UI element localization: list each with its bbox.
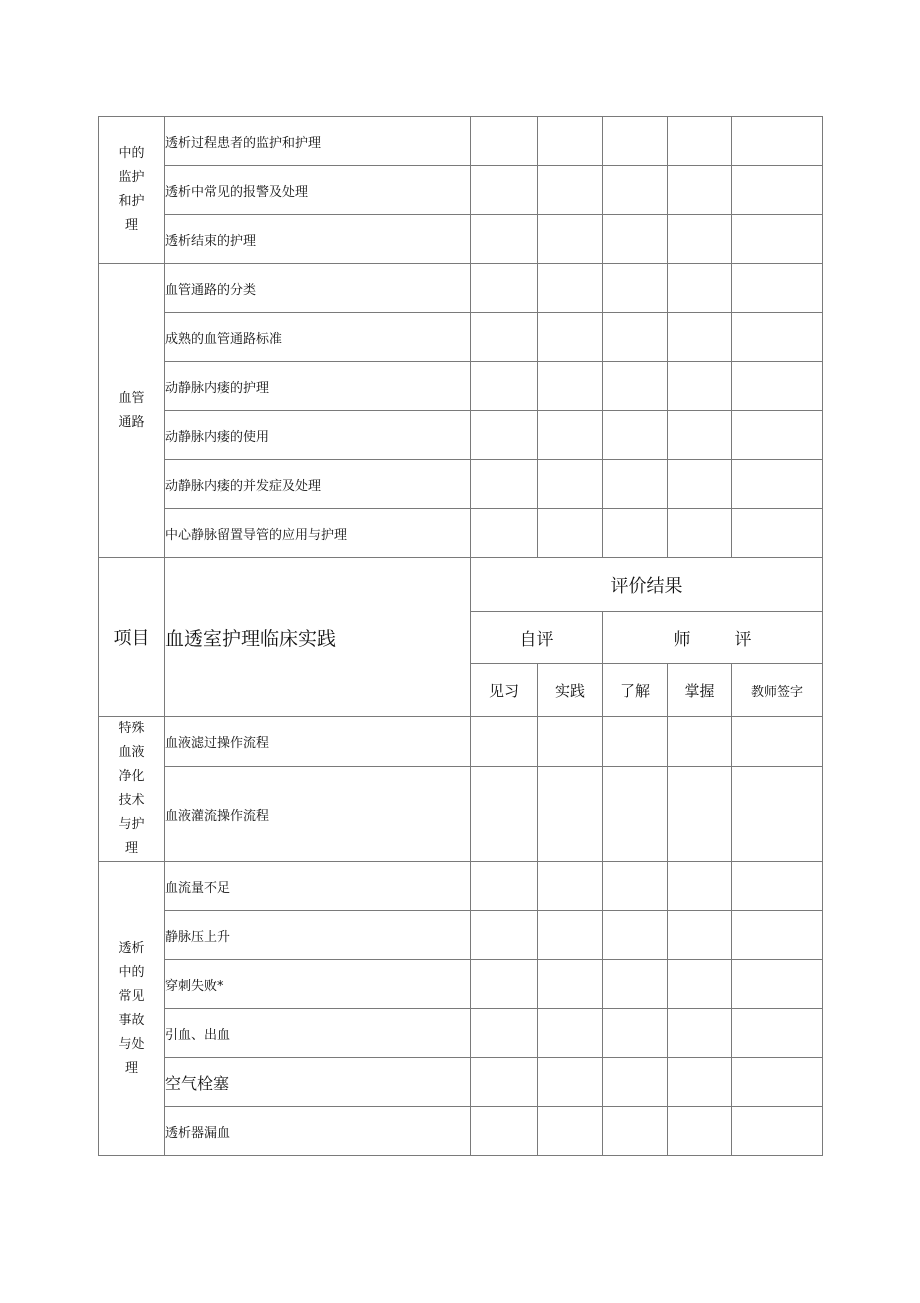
check-cell[interactable] xyxy=(668,1058,732,1107)
item-cell: 穿刺失败* xyxy=(165,960,471,1009)
signature-cell[interactable] xyxy=(732,215,823,264)
check-cell[interactable] xyxy=(538,767,603,862)
signature-cell[interactable] xyxy=(732,717,823,767)
item-cell: 动静脉内瘘的并发症及处理 xyxy=(165,460,471,509)
project-header: 项目 xyxy=(99,558,165,717)
practice-evaluation-table xyxy=(98,116,823,1156)
check-cell[interactable] xyxy=(538,717,603,767)
signature-cell[interactable] xyxy=(732,1107,823,1156)
signature-cell[interactable] xyxy=(732,264,823,313)
table-row xyxy=(99,215,823,264)
table-row xyxy=(99,117,823,166)
check-cell[interactable] xyxy=(538,411,603,460)
item-cell: 透析中常见的报警及处理 xyxy=(165,166,471,215)
item-cell: 空气栓塞 xyxy=(165,1058,471,1107)
check-cell[interactable] xyxy=(471,509,538,558)
check-cell[interactable] xyxy=(668,911,732,960)
table-row xyxy=(99,411,823,460)
check-cell[interactable] xyxy=(471,911,538,960)
category-label: 特殊血液净化技术与护理 xyxy=(118,721,145,856)
check-cell[interactable] xyxy=(471,717,538,767)
item-cell: 中心静脉留置导管的应用与护理 xyxy=(165,509,471,558)
check-cell[interactable] xyxy=(603,264,668,313)
teacher-eval-label-a: 师 xyxy=(673,630,691,650)
signature-cell[interactable] xyxy=(732,509,823,558)
item-cell: 透析结束的护理 xyxy=(165,215,471,264)
check-cell[interactable] xyxy=(538,862,603,911)
table-row xyxy=(99,166,823,215)
check-cell[interactable] xyxy=(603,862,668,911)
header-row xyxy=(99,558,823,612)
table-row xyxy=(99,862,823,911)
signature-cell[interactable] xyxy=(732,166,823,215)
check-cell[interactable] xyxy=(603,1009,668,1058)
check-cell[interactable] xyxy=(603,411,668,460)
item-cell: 动静脉内瘘的使用 xyxy=(165,411,471,460)
check-cell[interactable] xyxy=(603,313,668,362)
column-header-understand: 了解 xyxy=(603,664,668,717)
check-cell[interactable] xyxy=(668,313,732,362)
check-cell[interactable] xyxy=(668,509,732,558)
category-cell xyxy=(99,717,165,862)
check-cell[interactable] xyxy=(603,166,668,215)
check-cell[interactable] xyxy=(668,767,732,862)
table-row xyxy=(99,767,823,862)
table-row xyxy=(99,264,823,313)
check-cell[interactable] xyxy=(668,166,732,215)
signature-cell[interactable] xyxy=(732,117,823,166)
check-cell[interactable] xyxy=(471,862,538,911)
self-eval-header: 自评 xyxy=(471,612,603,664)
item-cell: 血液滤过操作流程 xyxy=(165,717,471,767)
check-cell[interactable] xyxy=(538,215,603,264)
check-cell[interactable] xyxy=(603,717,668,767)
signature-cell[interactable] xyxy=(732,460,823,509)
evaluation-header: 评价结果 xyxy=(471,558,823,612)
signature-cell[interactable] xyxy=(732,767,823,862)
category-label: 血管通路 xyxy=(118,390,145,430)
signature-cell[interactable] xyxy=(732,862,823,911)
category-label: 中的监护和护 理 xyxy=(118,146,145,233)
category-label: 透析中的常见事故与处理 xyxy=(118,940,145,1076)
table-row xyxy=(99,1058,823,1107)
check-cell[interactable] xyxy=(538,960,603,1009)
check-cell[interactable] xyxy=(471,411,538,460)
table-row xyxy=(99,960,823,1009)
check-cell[interactable] xyxy=(471,1058,538,1107)
check-cell[interactable] xyxy=(603,1058,668,1107)
check-cell[interactable] xyxy=(668,362,732,411)
check-cell[interactable] xyxy=(538,166,603,215)
check-cell[interactable] xyxy=(538,264,603,313)
check-cell[interactable] xyxy=(538,1009,603,1058)
check-cell[interactable] xyxy=(471,215,538,264)
check-cell[interactable] xyxy=(471,264,538,313)
signature-cell[interactable] xyxy=(732,1058,823,1107)
check-cell[interactable] xyxy=(538,362,603,411)
check-cell[interactable] xyxy=(471,166,538,215)
check-cell[interactable] xyxy=(603,215,668,264)
check-cell[interactable] xyxy=(603,1107,668,1156)
check-cell[interactable] xyxy=(668,1107,732,1156)
signature-cell[interactable] xyxy=(732,411,823,460)
table-row xyxy=(99,362,823,411)
check-cell[interactable] xyxy=(603,960,668,1009)
check-cell[interactable] xyxy=(603,767,668,862)
check-cell[interactable] xyxy=(668,264,732,313)
item-cell: 成熟的血管通路标准 xyxy=(165,313,471,362)
check-cell[interactable] xyxy=(668,215,732,264)
check-cell[interactable] xyxy=(471,1107,538,1156)
item-cell: 静脉压上升 xyxy=(165,911,471,960)
teacher-eval-label-b: 评 xyxy=(734,630,752,650)
table-row xyxy=(99,509,823,558)
column-header-signature: 教师签字 xyxy=(732,664,823,717)
category-cell xyxy=(99,117,165,264)
item-cell: 血液灌流操作流程 xyxy=(165,767,471,862)
teacher-eval-header xyxy=(603,612,823,664)
table-row xyxy=(99,1009,823,1058)
check-cell[interactable] xyxy=(471,117,538,166)
signature-cell[interactable] xyxy=(732,313,823,362)
item-cell: 透析器漏血 xyxy=(165,1107,471,1156)
item-cell: 引血、出血 xyxy=(165,1009,471,1058)
table-row xyxy=(99,1107,823,1156)
check-cell[interactable] xyxy=(471,460,538,509)
signature-cell[interactable] xyxy=(732,911,823,960)
item-cell: 血管通路的分类 xyxy=(165,264,471,313)
check-cell[interactable] xyxy=(471,362,538,411)
check-cell[interactable] xyxy=(538,1058,603,1107)
check-cell[interactable] xyxy=(538,911,603,960)
table-row xyxy=(99,460,823,509)
check-cell[interactable] xyxy=(668,960,732,1009)
table-row xyxy=(99,717,823,767)
check-cell[interactable] xyxy=(668,862,732,911)
signature-cell[interactable] xyxy=(732,1009,823,1058)
check-cell[interactable] xyxy=(668,117,732,166)
check-cell[interactable] xyxy=(603,362,668,411)
check-cell[interactable] xyxy=(471,767,538,862)
item-cell: 透析过程患者的监护和护理 xyxy=(165,117,471,166)
column-header-observe: 见习 xyxy=(471,664,538,717)
signature-cell[interactable] xyxy=(732,960,823,1009)
category-cell xyxy=(99,862,165,1156)
item-cell: 血流量不足 xyxy=(165,862,471,911)
check-cell[interactable] xyxy=(538,313,603,362)
check-cell[interactable] xyxy=(668,717,732,767)
check-cell[interactable] xyxy=(668,460,732,509)
check-cell[interactable] xyxy=(668,1009,732,1058)
column-header-practice: 实践 xyxy=(538,664,603,717)
check-cell[interactable] xyxy=(471,313,538,362)
item-cell: 动静脉内瘘的护理 xyxy=(165,362,471,411)
check-cell[interactable] xyxy=(538,509,603,558)
check-cell[interactable] xyxy=(538,460,603,509)
table-row xyxy=(99,313,823,362)
check-cell[interactable] xyxy=(471,1009,538,1058)
check-cell[interactable] xyxy=(471,960,538,1009)
check-cell[interactable] xyxy=(668,411,732,460)
check-cell[interactable] xyxy=(603,460,668,509)
check-cell[interactable] xyxy=(603,117,668,166)
table-row xyxy=(99,911,823,960)
check-cell[interactable] xyxy=(603,509,668,558)
check-cell[interactable] xyxy=(603,911,668,960)
check-cell[interactable] xyxy=(538,117,603,166)
check-cell[interactable] xyxy=(538,1107,603,1156)
category-cell xyxy=(99,264,165,558)
table-title: 血透室护理临床实践 xyxy=(165,558,471,717)
column-header-master: 掌握 xyxy=(668,664,732,717)
signature-cell[interactable] xyxy=(732,362,823,411)
